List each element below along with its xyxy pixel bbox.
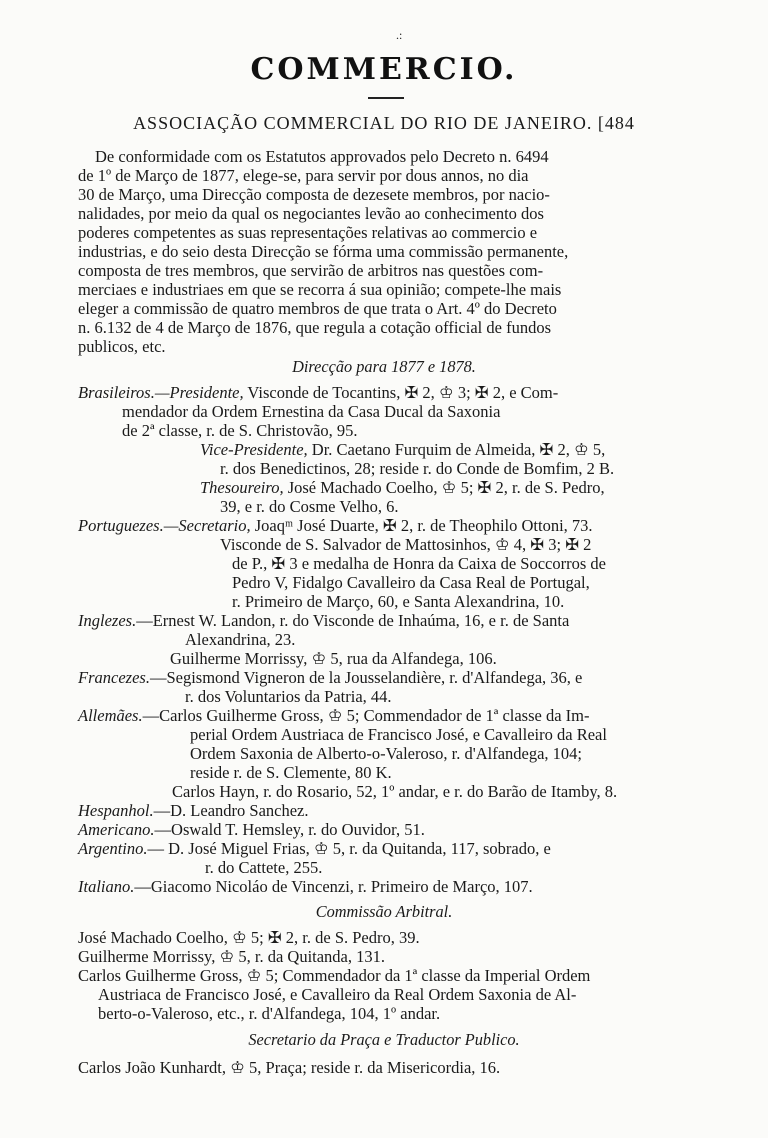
direccao-line: Italiano.—Giacomo Nicoláo de Vincenzi, r. Primeiro de Março, 107. xyxy=(78,877,533,896)
direccao-line: Pedro V, Fidalgo Cavalleiro da Casa Real de Portugal, xyxy=(232,573,590,592)
direccao-line: r. dos Voluntarios da Patria, 44. xyxy=(185,687,392,706)
commissao-line: Austriaca de Francisco José, e Cavalleiro da Real Ordem Saxonia de Al- xyxy=(98,985,577,1004)
commissao-line: Guilherme Morrissy, ♔ 5, r. da Quitanda, 131. xyxy=(78,947,386,966)
intro-line: eleger a commissão de quatro membros de que trata o Art. 4º do Decreto xyxy=(78,299,557,318)
direccao-line: Carlos Hayn, r. do Rosario, 52, 1º andar, e r. do Barão de Itamby, 8. xyxy=(172,782,618,801)
commissao-line: Carlos Guilherme Gross, ♔ 5; Commendador da 1ª classe da Imperial Ordem xyxy=(78,966,591,985)
direccao-line: Visconde de S. Salvador de Mattosinhos, ♔ 4, ✠ 3; ✠ 2 xyxy=(220,535,592,554)
commissao-line: José Machado Coelho, ♔ 5; ✠ 2, r. de S. Pedro, 39. xyxy=(78,928,420,947)
direccao-line: r. do Cattete, 255. xyxy=(205,858,323,877)
title-divider xyxy=(368,97,404,99)
direccao-line: Hespanhol.—D. Leandro Sanchez. xyxy=(78,801,309,820)
direccao-line: Portuguezes.—Secretario, Joaqᵐ José Duarte, ✠ 2, r. de Theophilo Ottoni, 73. xyxy=(78,516,593,535)
direccao-line: perial Ordem Austriaca de Francisco José, e Cavalleiro da Real xyxy=(190,725,607,744)
direccao-line: 39, e r. do Cosme Velho, 6. xyxy=(220,497,399,516)
direccao-line: Brasileiros.—Presidente, Visconde de Tocantins, ✠ 2, ♔ 3; ✠ 2, e Com- xyxy=(78,383,559,402)
intro-line: n. 6.132 de 4 de Março de 1876, que regula a cotação official de fundos xyxy=(78,318,551,337)
intro-line: poderes competentes as suas representações relativas ao commercio e xyxy=(78,223,538,242)
association-heading: ASSOCIAÇÃO COMMERCIAL DO RIO DE JANEIRO. [484 xyxy=(133,113,635,133)
direccao-line: r. Primeiro de Março, 60, e Santa Alexandrina, 10. xyxy=(232,592,565,611)
page-title: COMMERCIO. xyxy=(250,52,518,87)
intro-line: nalidades, por meio da qual os negociantes levão ao conhecimento dos xyxy=(78,204,544,223)
secretario-line: Carlos João Kunhardt, ♔ 5, Praça; reside r. da Misericordia, 16. xyxy=(78,1058,501,1077)
intro-line: industrias, e do seio desta Direcção se fórma uma commissão permanente, xyxy=(78,242,569,261)
intro-line: publicos, etc. xyxy=(78,337,166,356)
direccao-line: Allemães.—Carlos Guilherme Gross, ♔ 5; Commendador de 1ª classe da Im- xyxy=(78,706,590,725)
direccao-line: Argentino.— D. José Miguel Frias, ♔ 5, r. da Quitanda, 117, sobrado, e xyxy=(78,839,551,858)
intro-line: De conformidade com os Estatutos approvados pelo Decreto n. 6494 xyxy=(95,147,549,166)
direccao-line: Inglezes.—Ernest W. Landon, r. do Visconde de Inhaúma, 16, e r. de Santa xyxy=(78,611,570,630)
direccao-line: r. dos Benedictinos, 28; reside r. do Conde de Bomfim, 2 B. xyxy=(220,459,615,478)
intro-line: composta de tres membros, que servirão de arbitros nas questões com- xyxy=(78,261,544,280)
intro-line: de 1º de Março de 1877, elege-se, para servir por dous annos, no dia xyxy=(78,166,529,185)
section-heading-commissao: Commissão Arbitral. xyxy=(315,902,453,921)
commissao-line: berto-o-Valeroso, etc., r. d'Alfandega, 104, 1º andar. xyxy=(98,1004,441,1023)
direccao-line: Thesoureiro, José Machado Coelho, ♔ 5; ✠ 2, r. de S. Pedro, xyxy=(200,478,605,497)
intro-line: 30 de Março, uma Direcção composta de dezesete membros, por nacio- xyxy=(78,185,550,204)
direccao-line: Francezes.—Segismond Vigneron de la Jousselandière, r. d'Alfandega, 36, e xyxy=(78,668,583,687)
direccao-line: Guilherme Morrissy, ♔ 5, rua da Alfandega, 106. xyxy=(170,649,497,668)
page-mark: .: xyxy=(396,28,403,42)
direccao-line: reside r. de S. Clemente, 80 K. xyxy=(190,763,392,782)
intro-line: merciaes e industriaes em que se recorra á sua opinião; compete-lhe mais xyxy=(78,280,562,299)
direccao-line: mendador da Ordem Ernestina da Casa Ducal da Saxonia xyxy=(122,402,501,421)
section-heading-direccao: Direcção para 1877 e 1878. xyxy=(292,357,476,376)
section-heading-secretario: Secretario da Praça e Traductor Publico. xyxy=(248,1030,520,1049)
direccao-line: Vice-Presidente, Dr. Caetano Furquim de Almeida, ✠ 2, ♔ 5, xyxy=(200,440,606,459)
direccao-line: de P., ✠ 3 e medalha de Honra da Caixa de Soccorros de xyxy=(232,554,606,573)
direccao-line: de 2ª classe, r. de S. Christovão, 95. xyxy=(122,421,358,440)
direccao-line: Ordem Saxonia de Alberto-o-Valeroso, r. d'Alfandega, 104; xyxy=(190,744,582,763)
direccao-line: Americano.—Oswald T. Hemsley, r. do Ouvidor, 51. xyxy=(78,820,425,839)
direccao-line: Alexandrina, 23. xyxy=(185,630,296,649)
